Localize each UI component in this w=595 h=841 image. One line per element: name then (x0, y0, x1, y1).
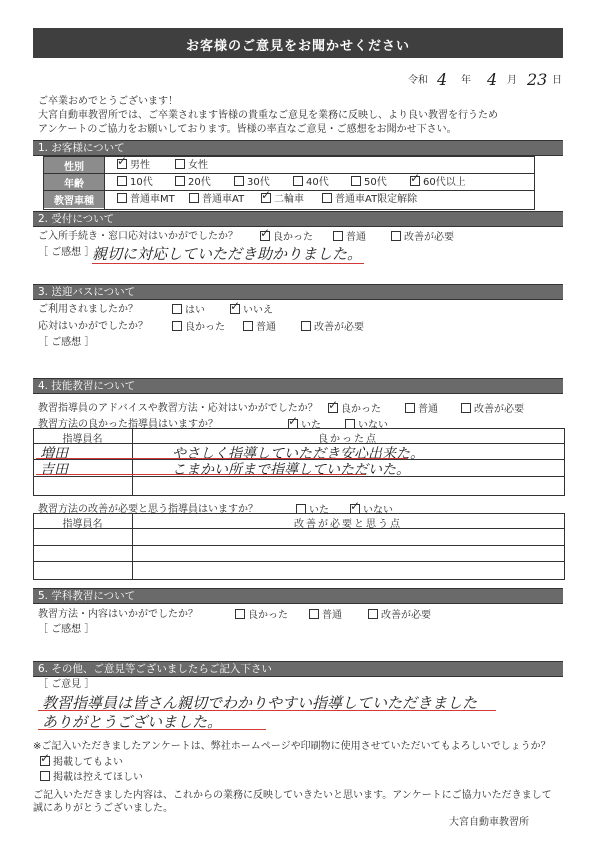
gender-female-option[interactable] (175, 159, 208, 172)
s4-good-option[interactable] (328, 403, 381, 416)
s3-good-option[interactable] (172, 321, 225, 334)
s3-yes-checkbox[interactable] (172, 304, 182, 314)
date-month: 4 (487, 70, 498, 89)
section1-bar (33, 140, 563, 156)
s4-good-checkbox[interactable] (328, 403, 338, 413)
course-at-release-checkbox[interactable] (322, 193, 332, 203)
col-instructor-name-2: 指導員名 (62, 519, 103, 530)
age-30s-label: 30代 (247, 177, 270, 188)
age-50s-label: 50代 (364, 177, 387, 188)
s4-inai-label: いない (358, 420, 388, 431)
s5-improve-checkbox[interactable] (368, 609, 378, 619)
footer-line1: ご記入いただきました内容は、これからの業務に反映していきたいと思います。アンケートにご協力いただきまして (33, 790, 552, 801)
s6-underline-1 (38, 710, 496, 711)
s5-normal-checkbox[interactable] (309, 609, 319, 619)
s4-ita-label: いた (301, 420, 321, 431)
consent-ok-option[interactable] (40, 756, 123, 769)
s4-ita2-label: いた (309, 505, 329, 516)
age-10s-checkbox[interactable] (117, 176, 127, 186)
footer-line2: 誠にありがとうございました。 (33, 803, 173, 814)
course-at-label: 普通車AT (202, 194, 245, 205)
date-year-unit: 年 (461, 75, 471, 86)
col-instructor-name: 指導員名 (62, 434, 103, 445)
age-40s-label: 40代 (306, 177, 329, 188)
s3-question1: ご利用されましたか？ (38, 304, 138, 315)
s2-underline (92, 263, 364, 264)
age-60s-label: 60代以上 (423, 177, 466, 188)
s2-normal-label: 普通 (346, 232, 366, 243)
s5-improve-label: 改善が必要 (381, 610, 431, 621)
s2-good-checkbox[interactable] (260, 231, 270, 241)
col-good-points: 良かった点 (318, 434, 378, 445)
course-bike-checkbox[interactable] (261, 193, 271, 203)
instructor-name-1: 増田 (40, 446, 68, 462)
section6-title: 6. その他、ご意見等ございましたらご記入下さい (38, 663, 272, 675)
intro-line1: ご卒業おめでとうございます！ (38, 96, 178, 107)
intro-line2: 大宮自動車教習所では、ご卒業されます皆様の貴重なご意見を業務に反映し、より良い教習を行うため (38, 110, 498, 121)
section3-bar (33, 284, 563, 300)
female-label: 女性 (188, 160, 208, 171)
age-10s-label: 10代 (130, 177, 153, 188)
s5-normal-label: 普通 (322, 610, 342, 621)
consent-question: ※ご記入いただきましたアンケートは、弊社ホームページや印刷物に使用させていただいてもよろしいでしょうか？ (33, 741, 551, 752)
s3-good-label: 良かった (185, 322, 225, 333)
section4-title: 4. 技能教習について (38, 380, 136, 392)
age-40s-checkbox[interactable] (293, 176, 303, 186)
s3-normal-checkbox[interactable] (243, 321, 253, 331)
course-mt-checkbox[interactable] (117, 193, 127, 203)
course-mt-label: 普通車MT (130, 194, 175, 205)
s4-underline-2 (36, 474, 366, 475)
age-50s-option[interactable] (351, 176, 387, 189)
consent-ng-label: 掲載は控えてほしい (53, 772, 143, 783)
good-point-2: こまかい所まで指導していただいた。 (172, 462, 410, 478)
section5-bar (33, 588, 563, 604)
s4-normal-label: 普通 (418, 404, 438, 415)
gender-male-option[interactable] (117, 159, 150, 172)
s4-question3: 教習方法の改善が必要と思う指導員はいますか？ (38, 504, 258, 515)
age-10s-option[interactable] (117, 176, 153, 189)
good-point-1: やさしく指導していただき安心出来た。 (172, 446, 424, 462)
male-label: 男性 (130, 160, 150, 171)
date-month-unit: 月 (507, 75, 517, 86)
s3-no-checkbox[interactable] (230, 304, 240, 314)
s2-question: ご入所手続き・窓口応対はいかがでしたか？ (38, 231, 238, 242)
s4-good-label: 良かった (341, 404, 381, 415)
instructor-name-2: 吉田 (40, 462, 68, 478)
section5-title: 5. 学科教習について (38, 590, 136, 602)
s4-improve-checkbox[interactable] (461, 403, 471, 413)
s5-good-checkbox[interactable] (235, 609, 245, 619)
consent-ok-checkbox[interactable] (40, 756, 50, 766)
consent-ng-option[interactable] (40, 771, 143, 784)
date-era: 令和 (408, 75, 428, 86)
course-at-option[interactable] (189, 193, 244, 206)
date-day-unit: 日 (552, 75, 562, 86)
age-60s-checkbox[interactable] (410, 176, 420, 186)
s4-question1: 教習指導員のアドバイスや教習方法・応対はいかがでしたか？ (38, 403, 318, 414)
s3-yes-option[interactable] (172, 304, 205, 317)
intro-line3: アンケートのご協力をお願いしております。皆様の率直なご意見・ご感想をお聞かせ下さい。 (38, 124, 457, 135)
s3-normal-option[interactable] (243, 321, 276, 334)
age-label: 年齢 (64, 179, 84, 190)
age-50s-checkbox[interactable] (351, 176, 361, 186)
s3-improve-option[interactable] (301, 321, 364, 334)
section4-bar (33, 378, 563, 394)
age-20s-checkbox[interactable] (175, 176, 185, 186)
s2-normal-checkbox[interactable] (333, 231, 343, 241)
s6-opinion-line2: ありがとうございました。 (42, 713, 223, 731)
gender-label: 性別 (64, 162, 84, 173)
s5-question: 教習方法・内容はいかがでしたか？ (38, 609, 198, 620)
s3-question2: 応対はいかがでしたか？ (38, 321, 148, 332)
age-60s-option[interactable] (410, 176, 466, 189)
date-year: 4 (437, 70, 448, 89)
age-20s-option[interactable] (175, 176, 211, 189)
s4-normal-checkbox[interactable] (405, 403, 415, 413)
s2-good-label: 良かった (273, 232, 313, 243)
course-at-release-option[interactable] (322, 193, 417, 206)
s2-improve-label: 改善が必要 (404, 232, 454, 243)
consent-ng-checkbox[interactable] (40, 771, 50, 781)
s4-underline-1 (36, 458, 408, 459)
course-mt-option[interactable] (117, 193, 175, 206)
s3-good-checkbox[interactable] (172, 321, 182, 331)
date-day: 23 (527, 70, 548, 89)
s4-improve-option[interactable] (461, 403, 524, 416)
course-label: 教習車種 (54, 196, 94, 207)
s3-improve-label: 改善が必要 (314, 322, 364, 333)
male-checkbox[interactable] (117, 159, 127, 169)
s6-underline-2 (38, 729, 266, 730)
s3-yes-label: はい (185, 305, 205, 316)
s3-no-option[interactable] (230, 304, 273, 317)
s3-no-label: いいえ (243, 305, 273, 316)
school-name: 大宮自動車教習所 (449, 817, 529, 828)
age-30s-checkbox[interactable] (234, 176, 244, 186)
age-40s-option[interactable] (293, 176, 329, 189)
section2-bar (33, 211, 563, 227)
section1-title: 1. お客様について (38, 142, 125, 154)
s4-question2: 教習方法の良かった指導員はいますか？ (38, 419, 218, 430)
s5-comment-label: ［ ご感想 ］ (38, 624, 95, 635)
course-at-release-label: 普通車AT限定解除 (335, 194, 418, 205)
s4-improve-label: 改善が必要 (474, 404, 524, 415)
s5-improve-option[interactable] (368, 609, 431, 622)
s2-improve-checkbox[interactable] (391, 231, 401, 241)
s3-normal-label: 普通 (256, 322, 276, 333)
s4-normal-option[interactable] (405, 403, 438, 416)
s5-good-label: 良かった (248, 610, 288, 621)
s3-comment-label: ［ ご感想 ］ (38, 337, 95, 348)
section6-bar (33, 661, 563, 677)
s5-good-option[interactable] (235, 609, 288, 622)
s6-label: ［ ご意見 ］ (38, 679, 95, 690)
consent-ok-label: 掲載してもよい (53, 757, 123, 768)
s4-inai2-label: いない (363, 505, 393, 516)
page-title: お客様のご意見をお聞かせください (185, 39, 410, 54)
age-20s-label: 20代 (188, 177, 211, 188)
section3-title: 3. 送迎バスについて (38, 286, 136, 298)
course-bike-option[interactable] (261, 193, 304, 206)
female-checkbox[interactable] (175, 159, 185, 169)
course-at-checkbox[interactable] (189, 193, 199, 203)
s2-comment-label: ［ ご感想 ］ (38, 247, 95, 258)
s2-improve-option[interactable] (391, 231, 454, 244)
col-improve-points: 改善が必要と思う点 (294, 519, 402, 530)
section2-title: 2. 受付について (38, 213, 115, 225)
s2-comment-text: 親切に対応していただき助かりました。 (92, 245, 363, 263)
s3-improve-checkbox[interactable] (301, 321, 311, 331)
course-bike-label: 二輪車 (274, 194, 304, 205)
s5-normal-option[interactable] (309, 609, 342, 622)
s6-opinion-line1: 教習指導員は皆さん親切でわかりやすい指導していただきました (42, 694, 478, 712)
